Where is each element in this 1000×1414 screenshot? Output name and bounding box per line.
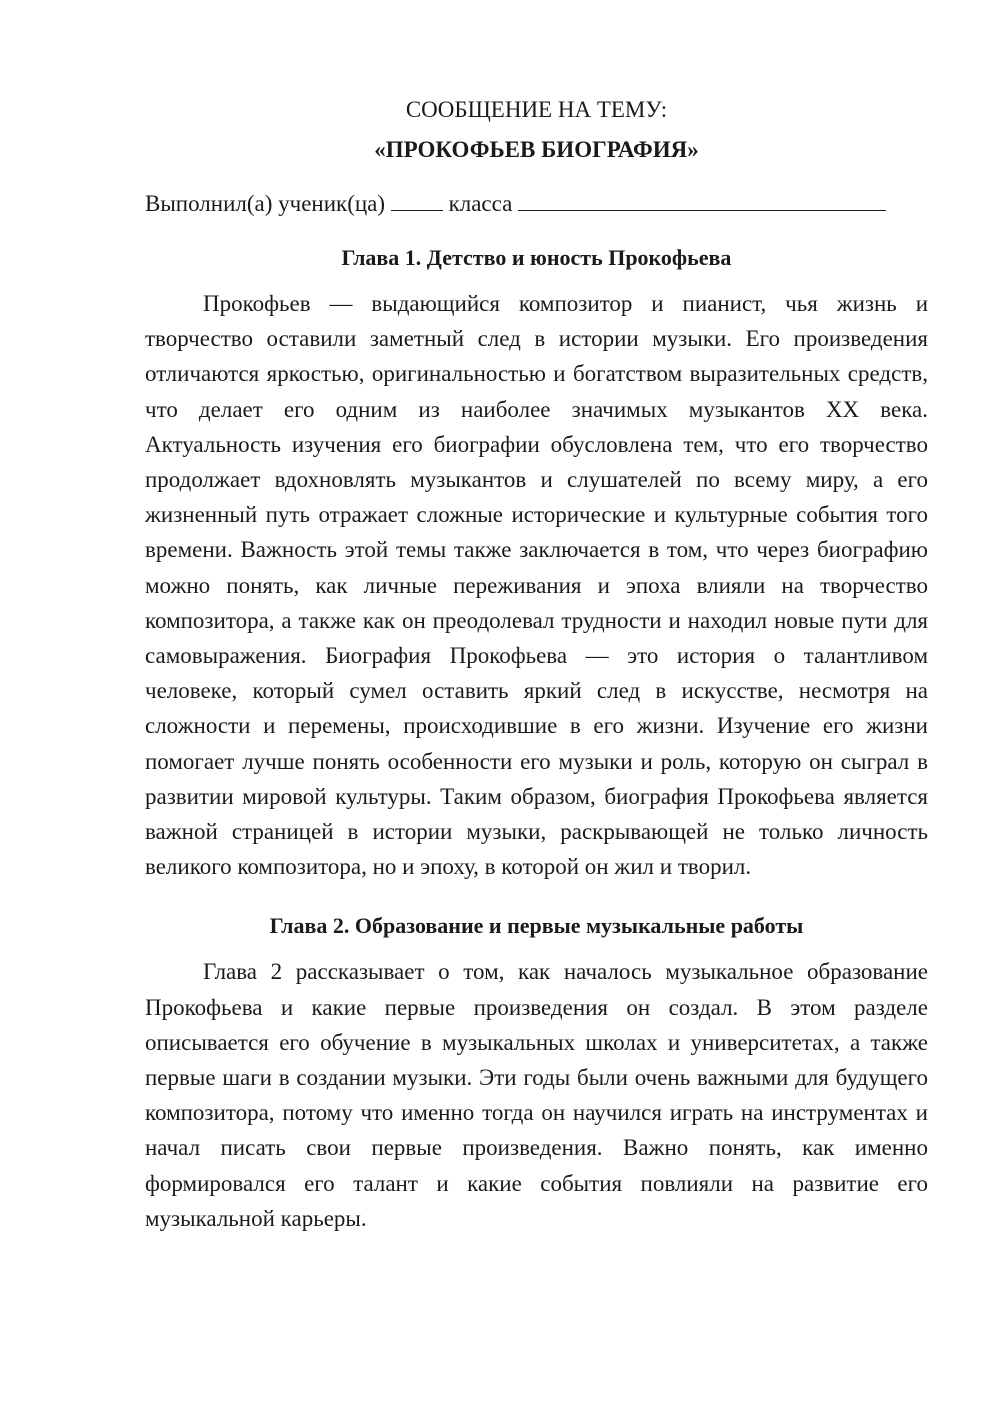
document-page <box>145 92 928 1236</box>
student-name-blank <box>518 188 886 211</box>
author-class-label: класса <box>448 191 513 216</box>
chapter-2-heading: Глава 2. Образование и первые музыкальные работы <box>269 913 804 939</box>
chapter-1-paragraph: Прокофьев — выдающийся композитор и пианист, чья жизнь и творчество оставили заметный след в истории музыки. Его произведения отличаются яркостью, оригинальностью и богатством выразительных средств, что делает его одним из наиболее значимых музыкантов XX века. Актуальность изучения его биографии обусловлена тем, что его творчество продолжает вдохновлять музыкантов и слушателей по всему миру, а его жизненный путь отражает сложные исторические и культурные события того времени. Важность этой темы также заключается в том, что через биографию можно понять, как личные переживания и эпоха влияли на творчество композитора, а также как он преодолевал трудности и находил новые пути для самовыражения. Биография Прокофьева — это история о талантливом человеке, который сумел оставить яркий след в искусстве, несмотря на сложности и перемены, происходившие в его жизни. Изучение его жизни помогает лучше понять особенности его музыки и роль, которую он сыграл в развитии мировой культуры. Таким образом, биография Прокофьева является важной страницей в истории музыки, раскрывающей не только личность великого композитора, но и эпоху, в которой он жил и творил. <box>145 291 928 880</box>
chapter-1-heading: Глава 1. Детство и юность Прокофьева <box>341 245 732 270</box>
chapter-2-paragraph: Глава 2 рассказывает о том, как началось музыкальное образование Прокофьева и какие первые произведения он создал. В этом разделе описывается его обучение в музыкальных школах и университетах, а также первые шаги в создании музыки. Эти годы были очень важными для будущего композитора, потому что именно тогда он научился играть на инструментах и начал писать свои первые произведения. Важно понять, как именно формировался его талант и какие события повлияли на развитие его музыкальной карьеры. <box>145 959 928 1231</box>
author-prefix: Выполнил(а) ученик(ца) <box>145 191 386 216</box>
document-subtitle: «ПРОКОФЬЕВ БИОГРАФИЯ» <box>374 137 699 162</box>
class-number-blank <box>391 188 443 211</box>
author-line <box>145 186 928 222</box>
document-title: СООБЩЕНИЕ НА ТЕМУ: <box>405 97 668 122</box>
